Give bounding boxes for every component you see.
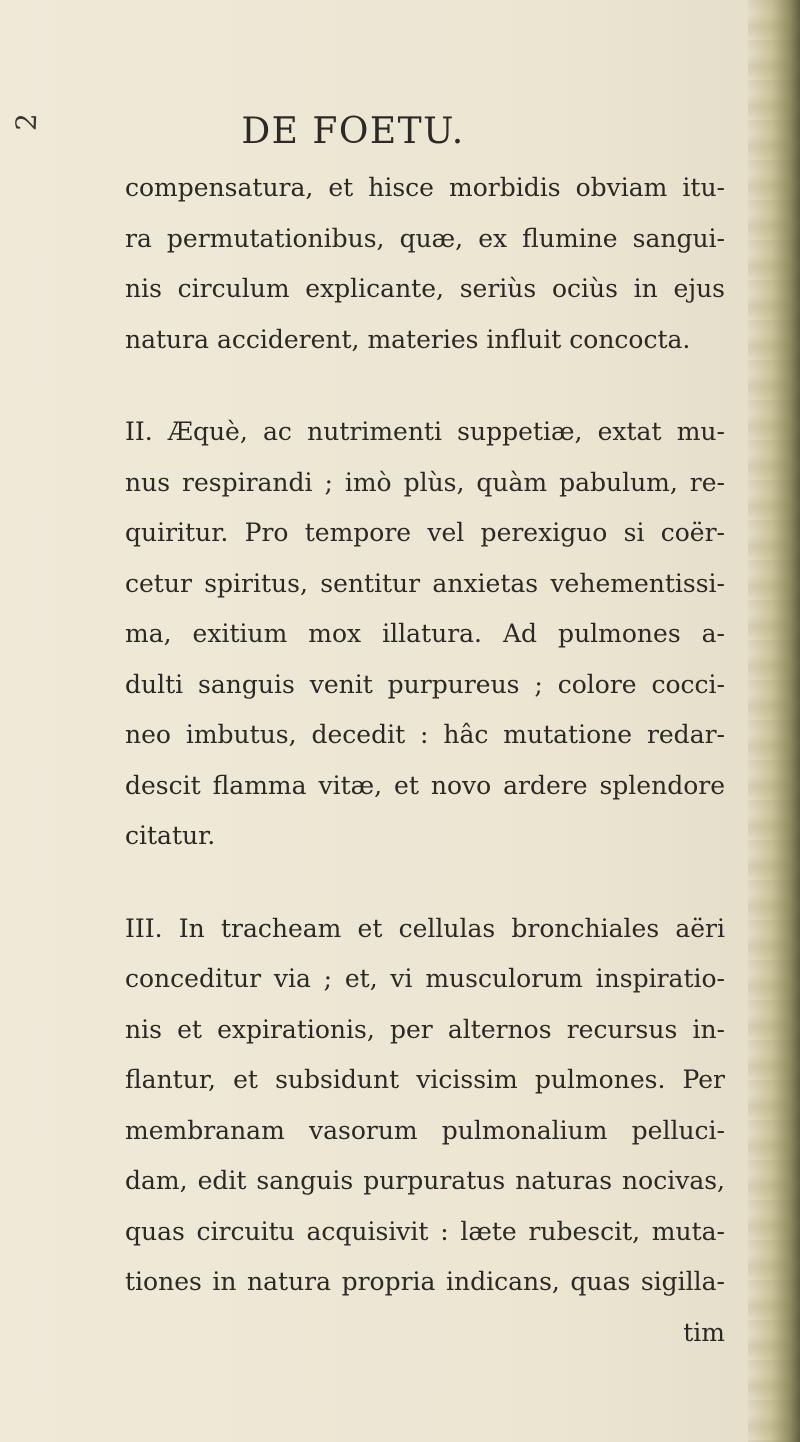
text-line: ra permutationibus, quæ, ex flumine sangui- [125, 223, 725, 253]
text-line: dam, edit sanguis purpuratus naturas nocivas, [125, 1166, 725, 1195]
page-edge-shadow [748, 0, 800, 1442]
page-number: 2 [9, 112, 44, 132]
text-line: natura acciderent, materies influit concocta. [125, 324, 691, 354]
text-line: descit flamma vitæ, et novo ardere splendore [125, 770, 725, 800]
text-line: tiones in natura propria indicans, quas sigilla- [125, 1267, 725, 1296]
text-line: dulti sanguis venit purpureus ; colore cocci- [125, 669, 725, 699]
text-line: citatur. [125, 821, 216, 850]
text-line: nis et expirationis, per alternos recursus in- [125, 1014, 725, 1044]
text-line: neo imbutus, decedit : hâc mutatione redar- [125, 720, 725, 749]
catchword: tim [683, 1317, 725, 1347]
body-text [125, 163, 725, 1358]
text-line: compensatura, et hisce morbidis obviam itu- [125, 173, 725, 202]
running-title: DE FOETU. [241, 111, 465, 152]
text-line: flantur, et subsidunt vicissim pulmones. Per [125, 1065, 725, 1094]
text-line: quas circuitu acquisivit : læte rubescit, muta- [125, 1216, 725, 1246]
paragraph-gap [125, 862, 725, 904]
text-line: nus respirandi ; imò plùs, quàm pabulum, re- [125, 467, 725, 497]
text-line: quiritur. Pro tempore vel perexiguo si coër- [125, 518, 725, 547]
text-line: conceditur via ; et, vi musculorum inspiratio- [125, 964, 725, 993]
text-line: nis circulum explicante, seriùs ociùs in ejus [125, 274, 725, 303]
text-line: II. Æquè, ac nutrimenti suppetiæ, extat mu- [125, 417, 725, 446]
paragraph-gap [125, 365, 725, 407]
text-line: III. In tracheam et cellulas bronchiales aëri [125, 913, 725, 943]
text-line: membranam vasorum pulmonalium pelluci- [125, 1115, 725, 1145]
text-line: cetur spiritus, sentitur anxietas vehementissi- [125, 568, 725, 598]
text-line: ma, exitium mox illatura. Ad pulmones a- [125, 619, 725, 648]
